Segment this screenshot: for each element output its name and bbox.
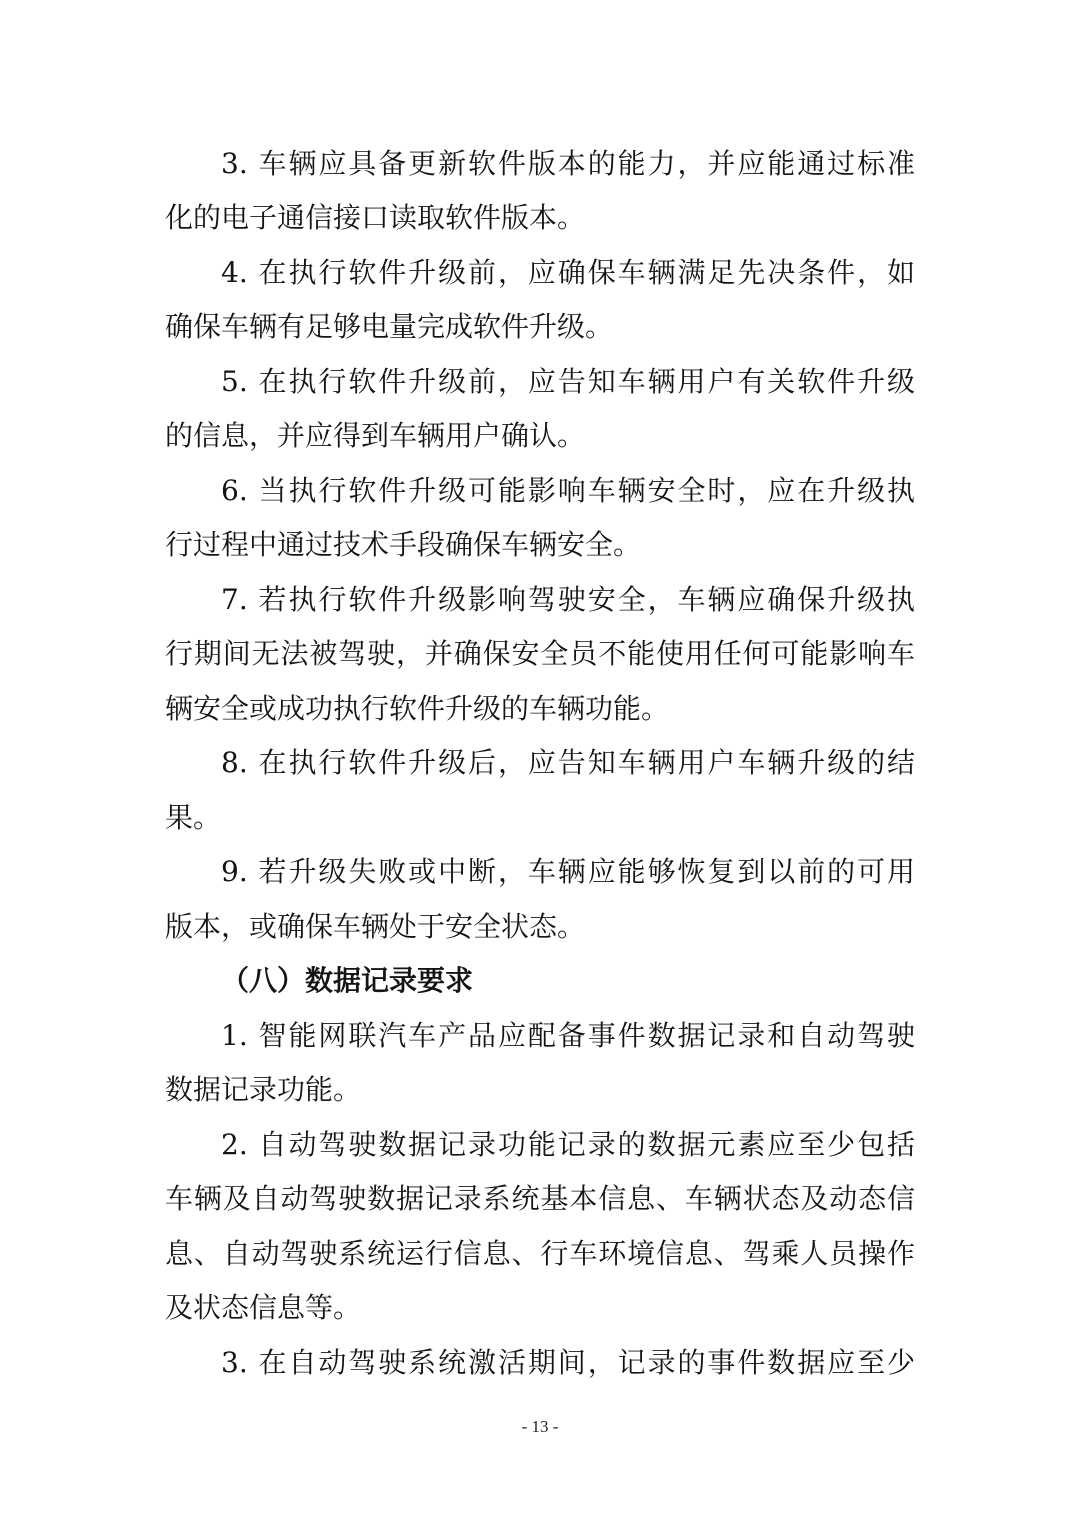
- section-paragraph-3-line-1: 3. 在自动驾驶系统激活期间，记录的事件数据应至少: [221, 1346, 915, 1379]
- paragraph-9-line-1: 9. 若升级失败或中断，车辆应能够恢复到以前的可用: [221, 855, 915, 888]
- paragraph-8-line-2: 果。: [165, 801, 222, 834]
- section-paragraph-1-line-2: 数据记录功能。: [165, 1073, 362, 1106]
- paragraph-9-line-2: 版本，或确保车辆处于安全状态。: [165, 910, 586, 943]
- section-paragraph-2-line-2: 车辆及自动驾驶数据记录系统基本信息、车辆状态及动态信: [165, 1182, 915, 1215]
- section-paragraph-1-line-1: 1. 智能网联汽车产品应配备事件数据记录和自动驾驶: [221, 1019, 915, 1052]
- section-paragraph-2-line-4: 及状态信息等。: [165, 1291, 362, 1324]
- section-heading: （八）数据记录要求: [221, 964, 474, 997]
- paragraph-5-line-2: 的信息，并应得到车辆用户确认。: [165, 419, 586, 452]
- paragraph-7-line-2: 行期间无法被驾驶，并确保安全员不能使用任何可能影响车: [165, 637, 915, 670]
- paragraph-5-line-1: 5. 在执行软件升级前，应告知车辆用户有关软件升级: [221, 365, 915, 398]
- section-paragraph-2-line-3: 息、自动驾驶系统运行信息、行车环境信息、驾乘人员操作: [165, 1237, 915, 1270]
- paragraph-4-line-2: 确保车辆有足够电量完成软件升级。: [165, 310, 614, 343]
- paragraph-3-line-2: 化的电子通信接口读取软件版本。: [165, 201, 586, 234]
- paragraph-6-line-2: 行过程中通过技术手段确保车辆安全。: [165, 528, 642, 561]
- paragraph-4-line-1: 4. 在执行软件升级前，应确保车辆满足先决条件，如: [221, 256, 915, 289]
- paragraph-6-line-1: 6. 当执行软件升级可能影响车辆安全时，应在升级执: [221, 474, 915, 507]
- section-paragraph-2-line-1: 2. 自动驾驶数据记录功能记录的数据元素应至少包括: [221, 1128, 915, 1161]
- paragraph-7-line-3: 辆安全或成功执行软件升级的车辆功能。: [165, 692, 670, 725]
- page-number: - 13 -: [521, 1417, 559, 1436]
- paragraph-7-line-1: 7. 若执行软件升级影响驾驶安全，车辆应确保升级执: [221, 583, 915, 616]
- paragraph-8-line-1: 8. 在执行软件升级后，应告知车辆用户车辆升级的结: [221, 746, 915, 779]
- paragraph-3-line-1: 3. 车辆应具备更新软件版本的能力，并应能通过标准: [221, 147, 915, 180]
